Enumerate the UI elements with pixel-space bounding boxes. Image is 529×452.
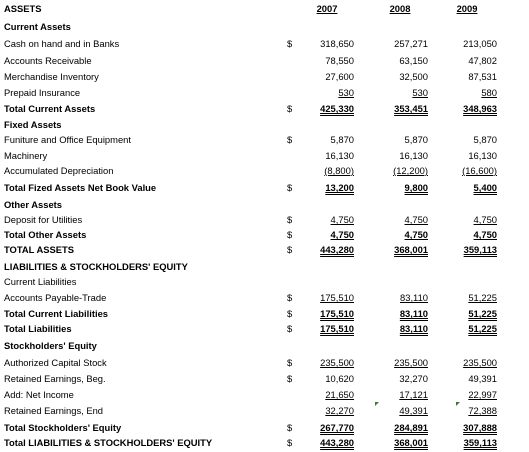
value-2008: 32,500 — [399, 71, 428, 82]
value-2008-cell[interactable] — [370, 275, 428, 289]
currency-symbol: $ — [287, 437, 293, 448]
value-2007-cell[interactable] — [300, 70, 354, 84]
value-2009-cell[interactable] — [436, 54, 497, 68]
currency-symbol — [287, 260, 297, 274]
value-2009-cell[interactable] — [436, 181, 497, 195]
currency-symbol — [287, 275, 297, 289]
currency-symbol: $ — [287, 357, 293, 368]
value-2009: 47,802 — [468, 55, 497, 66]
value-2008: 83,110 — [399, 308, 428, 319]
table-row — [0, 322, 529, 336]
value-2009: 235,500 — [463, 357, 497, 368]
currency-symbol — [287, 198, 297, 212]
table-row — [0, 164, 529, 178]
row-label[interactable]: Total Stockholders' Equity — [4, 422, 122, 433]
value-2008: 4,750 — [404, 229, 428, 240]
table-row — [0, 291, 529, 305]
value-2007-cell[interactable] — [300, 181, 354, 195]
value-2009: 359,113 — [463, 437, 497, 448]
value-2009-cell[interactable] — [436, 133, 497, 147]
currency-symbol: $ — [287, 103, 293, 114]
value-2008: (12,200) — [393, 165, 428, 176]
value-2008-cell[interactable] — [370, 213, 428, 227]
value-2007: 10,620 — [325, 373, 354, 384]
value-2007: 78,550 — [325, 55, 354, 66]
table-row — [0, 436, 529, 450]
table-row — [0, 243, 529, 257]
currency-symbol: $ — [287, 134, 293, 145]
value-2008: 353,451 — [394, 103, 428, 114]
table-row — [0, 198, 529, 212]
table-row — [0, 260, 529, 274]
value-2008-cell[interactable] — [370, 133, 428, 147]
row-label[interactable]: LIABILITIES & STOCKHOLDERS' EQUITY — [4, 261, 188, 272]
value-2007-cell[interactable] — [300, 20, 354, 34]
value-2008-cell[interactable] — [370, 291, 428, 305]
row-label[interactable]: Stockholders' Equity — [4, 340, 97, 351]
row-label[interactable]: Current Assets — [4, 21, 71, 32]
value-2007-cell[interactable] — [300, 243, 354, 257]
value-2009: 359,113 — [463, 244, 497, 255]
value-2007-cell[interactable] — [300, 260, 354, 274]
value-2007-cell[interactable] — [300, 388, 354, 402]
value-2009-cell[interactable] — [436, 149, 497, 163]
value-2008: 63,150 — [399, 55, 428, 66]
value-2009-cell[interactable] — [436, 436, 497, 450]
value-2009-cell[interactable] — [436, 213, 497, 227]
value-2007: 175,510 — [320, 292, 354, 303]
table-row — [0, 228, 529, 242]
value-2009-cell[interactable] — [436, 404, 497, 418]
table-row — [0, 181, 529, 195]
value-2008-cell[interactable] — [370, 421, 428, 435]
value-2009: 87,531 — [468, 71, 497, 82]
row-label[interactable]: Deposit for Utilities — [4, 214, 83, 225]
currency-symbol — [287, 20, 297, 34]
table-row — [0, 388, 529, 402]
value-2007-cell[interactable] — [300, 54, 354, 68]
value-2008-cell[interactable] — [370, 149, 428, 163]
value-2008-cell[interactable] — [370, 228, 428, 242]
value-2008: 530 — [412, 87, 428, 98]
value-2007-cell[interactable] — [300, 118, 354, 132]
value-2007: 27,600 — [325, 71, 354, 82]
row-label[interactable]: Fixed Assets — [4, 119, 62, 130]
row-label[interactable]: Retained Earnings, End — [4, 405, 104, 416]
value-2008: 368,001 — [394, 244, 428, 255]
currency-symbol: $ — [287, 182, 293, 193]
row-label[interactable]: Authorized Capital Stock — [4, 357, 107, 368]
value-2009-cell[interactable] — [436, 243, 497, 257]
value-2009: 580 — [481, 87, 497, 98]
value-2008: 17,121 — [399, 389, 428, 400]
table-row — [0, 20, 529, 34]
currency-symbol: $ — [287, 229, 293, 240]
value-2007-cell[interactable] — [300, 372, 354, 386]
value-2009-cell[interactable] — [436, 118, 497, 132]
value-2009-cell[interactable] — [436, 37, 497, 51]
value-2008-cell[interactable] — [370, 198, 428, 212]
row-label[interactable]: Cash on hand and in Banks — [4, 38, 120, 49]
value-2009-cell[interactable] — [436, 198, 497, 212]
value-2008-cell[interactable] — [370, 260, 428, 274]
row-label[interactable]: Total Liabilities — [4, 323, 72, 334]
value-2008-cell[interactable] — [370, 86, 428, 100]
value-2009: 16,130 — [468, 150, 497, 161]
currency-symbol — [287, 164, 297, 178]
value-2007-cell[interactable] — [300, 86, 354, 100]
value-2007-cell[interactable] — [300, 436, 354, 450]
currency-symbol: $ — [287, 308, 293, 319]
value-2009-cell[interactable] — [436, 372, 497, 386]
value-2009-cell[interactable] — [436, 260, 497, 274]
value-2008-cell[interactable] — [370, 388, 428, 402]
table-row — [0, 307, 529, 321]
value-2009-cell[interactable] — [436, 388, 497, 402]
value-2007-cell[interactable] — [300, 421, 354, 435]
value-2008-cell[interactable] — [370, 102, 428, 116]
table-row — [0, 404, 529, 418]
value-2007-cell[interactable] — [300, 164, 354, 178]
row-label[interactable]: Retained Earnings, Beg. — [4, 373, 106, 384]
cell-comment-flag-icon — [375, 402, 379, 406]
value-2007: 21,650 — [325, 389, 354, 400]
currency-symbol: $ — [287, 214, 293, 225]
row-label[interactable]: Total LIABILITIES & STOCKHOLDERS' EQUITY — [4, 437, 213, 448]
currency-symbol: $ — [287, 373, 293, 384]
value-2007-cell[interactable] — [300, 228, 354, 242]
value-2007-cell[interactable] — [300, 339, 354, 353]
value-2007-cell[interactable] — [300, 198, 354, 212]
value-2007: 235,500 — [320, 357, 354, 368]
table-row — [0, 70, 529, 84]
value-2009: 51,225 — [468, 308, 497, 319]
value-2008: 5,870 — [404, 134, 428, 145]
value-2009-cell[interactable] — [436, 70, 497, 84]
currency-symbol — [287, 339, 297, 353]
value-2007-cell[interactable] — [300, 404, 354, 418]
currency-symbol — [287, 388, 297, 402]
row-label[interactable]: Other Assets — [4, 199, 63, 210]
value-2009-cell[interactable] — [436, 421, 497, 435]
value-2009: 4,750 — [473, 229, 497, 240]
value-2007: 16,130 — [325, 150, 354, 161]
value-2009-cell[interactable] — [436, 86, 497, 100]
value-2008-cell[interactable] — [370, 118, 428, 132]
value-2009: 4,750 — [473, 214, 497, 225]
value-2008: 368,001 — [394, 437, 428, 448]
value-2008-cell[interactable] — [370, 164, 428, 178]
value-2007: 13,200 — [325, 182, 354, 193]
value-2008-cell[interactable] — [370, 307, 428, 321]
value-2008-cell[interactable] — [370, 436, 428, 450]
value-2007-cell[interactable] — [300, 37, 354, 51]
value-2009: 5,400 — [473, 182, 497, 193]
value-2007: 318,650 — [320, 38, 354, 49]
currency-symbol — [287, 86, 297, 100]
value-2008: 83,110 — [399, 323, 428, 334]
row-label[interactable]: Total Fized Assets Net Book Value — [4, 182, 157, 193]
value-2007-cell[interactable] — [300, 322, 354, 336]
value-2008: 83,110 — [400, 292, 428, 303]
value-2009: 49,391 — [468, 373, 497, 384]
row-label[interactable]: Prepaid Insurance — [4, 87, 81, 98]
year-2008-header[interactable]: 2008 — [389, 3, 411, 14]
value-2009-cell[interactable] — [436, 275, 497, 289]
value-2007-cell[interactable] — [300, 291, 354, 305]
value-2007-cell[interactable] — [300, 149, 354, 163]
row-label[interactable]: Total Other Assets — [4, 229, 87, 240]
value-2008: 4,750 — [404, 214, 428, 225]
row-label[interactable]: TOTAL ASSETS — [4, 244, 74, 255]
currency-symbol — [287, 54, 297, 68]
value-2008-cell[interactable] — [370, 37, 428, 51]
value-2008: 16,130 — [399, 150, 428, 161]
currency-symbol — [287, 149, 297, 163]
currency-symbol: $ — [287, 292, 293, 303]
value-2009-cell[interactable] — [436, 339, 497, 353]
currency-symbol — [287, 70, 297, 84]
currency-symbol — [287, 404, 297, 418]
value-2007: 4,750 — [330, 229, 354, 240]
row-label[interactable]: Funiture and Office Equipment — [4, 134, 131, 145]
currency-symbol — [287, 118, 297, 132]
table-row — [0, 356, 529, 370]
year-2009-header[interactable]: 2009 — [456, 3, 478, 14]
value-2009: (16,600) — [462, 165, 497, 176]
table-row — [0, 54, 529, 68]
value-2008: 32,270 — [399, 373, 428, 384]
value-2007: 443,280 — [320, 437, 354, 448]
value-2009-cell[interactable] — [436, 20, 497, 34]
value-2007: 175,510 — [320, 308, 354, 319]
table-row — [0, 213, 529, 227]
value-2009-cell[interactable] — [436, 164, 497, 178]
table-row — [0, 275, 529, 289]
value-2008-cell[interactable] — [370, 181, 428, 195]
value-2007-cell[interactable] — [300, 102, 354, 116]
assets-title: ASSETS — [4, 3, 42, 14]
value-2007: 425,330 — [320, 103, 354, 114]
value-2007: 175,510 — [320, 323, 354, 334]
value-2009: 72,388 — [468, 405, 497, 416]
table-row — [0, 37, 529, 51]
table-row — [0, 102, 529, 116]
value-2008-cell[interactable] — [370, 20, 428, 34]
currency-symbol: $ — [287, 323, 293, 334]
value-2007: 32,270 — [325, 405, 354, 416]
row-label[interactable]: Accounts Payable-Trade — [4, 292, 107, 303]
value-2007-cell[interactable] — [300, 133, 354, 147]
row-label[interactable]: Total Current Liabilities — [4, 308, 109, 319]
value-2007-cell[interactable] — [300, 307, 354, 321]
value-2009-cell[interactable] — [436, 102, 497, 116]
value-2008: 49,391 — [399, 405, 428, 416]
table-row — [0, 118, 529, 132]
year-2007-header[interactable]: 2007 — [316, 3, 338, 14]
row-label[interactable]: Machinery — [4, 150, 48, 161]
value-2009-cell[interactable] — [436, 356, 497, 370]
value-2007-cell[interactable] — [300, 275, 354, 289]
value-2009: 51,225 — [468, 323, 497, 334]
value-2007: (8,800) — [324, 165, 354, 176]
value-2009: 348,963 — [463, 103, 497, 114]
value-2008-cell[interactable] — [370, 372, 428, 386]
value-2009-cell[interactable] — [436, 228, 497, 242]
value-2008-cell[interactable] — [370, 322, 428, 336]
value-2009: 51,225 — [468, 292, 497, 303]
value-2008-cell[interactable] — [370, 404, 428, 418]
cell-comment-flag-icon — [456, 402, 460, 406]
currency-symbol: $ — [287, 38, 293, 49]
value-2007: 4,750 — [330, 214, 354, 225]
table-row — [0, 86, 529, 100]
table-row — [0, 339, 529, 353]
row-label[interactable]: Merchandise Inventory — [4, 71, 99, 82]
value-2008-cell[interactable] — [370, 54, 428, 68]
table-row — [0, 133, 529, 147]
row-label[interactable]: Current Liabilities — [4, 276, 77, 287]
value-2007: 5,870 — [330, 134, 354, 145]
header-row — [0, 2, 529, 16]
value-2007: 530 — [338, 87, 354, 98]
value-2009-cell[interactable] — [436, 322, 497, 336]
value-2009: 22,997 — [468, 389, 497, 400]
value-2008: 235,500 — [394, 357, 428, 368]
currency-symbol: $ — [287, 422, 293, 433]
row-label[interactable]: Accumulated Depreciation — [4, 165, 114, 176]
value-2009-cell[interactable] — [436, 291, 497, 305]
currency-symbol: $ — [287, 244, 293, 255]
value-2009: 307,888 — [463, 422, 497, 433]
value-2007: 443,280 — [320, 244, 354, 255]
table-row — [0, 421, 529, 435]
value-2007-cell[interactable] — [300, 356, 354, 370]
value-2008-cell[interactable] — [370, 339, 428, 353]
value-2008: 9,800 — [404, 182, 428, 193]
value-2008: 257,271 — [394, 38, 428, 49]
value-2008-cell[interactable] — [370, 243, 428, 257]
table-row — [0, 149, 529, 163]
value-2008-cell[interactable] — [370, 70, 428, 84]
value-2008-cell[interactable] — [370, 356, 428, 370]
value-2007-cell[interactable] — [300, 213, 354, 227]
value-2007: 267,770 — [320, 422, 354, 433]
table-row — [0, 372, 529, 386]
value-2009-cell[interactable] — [436, 307, 497, 321]
value-2009: 213,050 — [463, 38, 497, 49]
row-label[interactable]: Accounts Receivable — [4, 55, 92, 66]
value-2008: 284,891 — [394, 422, 428, 433]
value-2009: 5,870 — [473, 134, 497, 145]
row-label[interactable]: Total Current Assets — [4, 103, 96, 114]
row-label[interactable]: Add: Net Income — [4, 389, 74, 400]
